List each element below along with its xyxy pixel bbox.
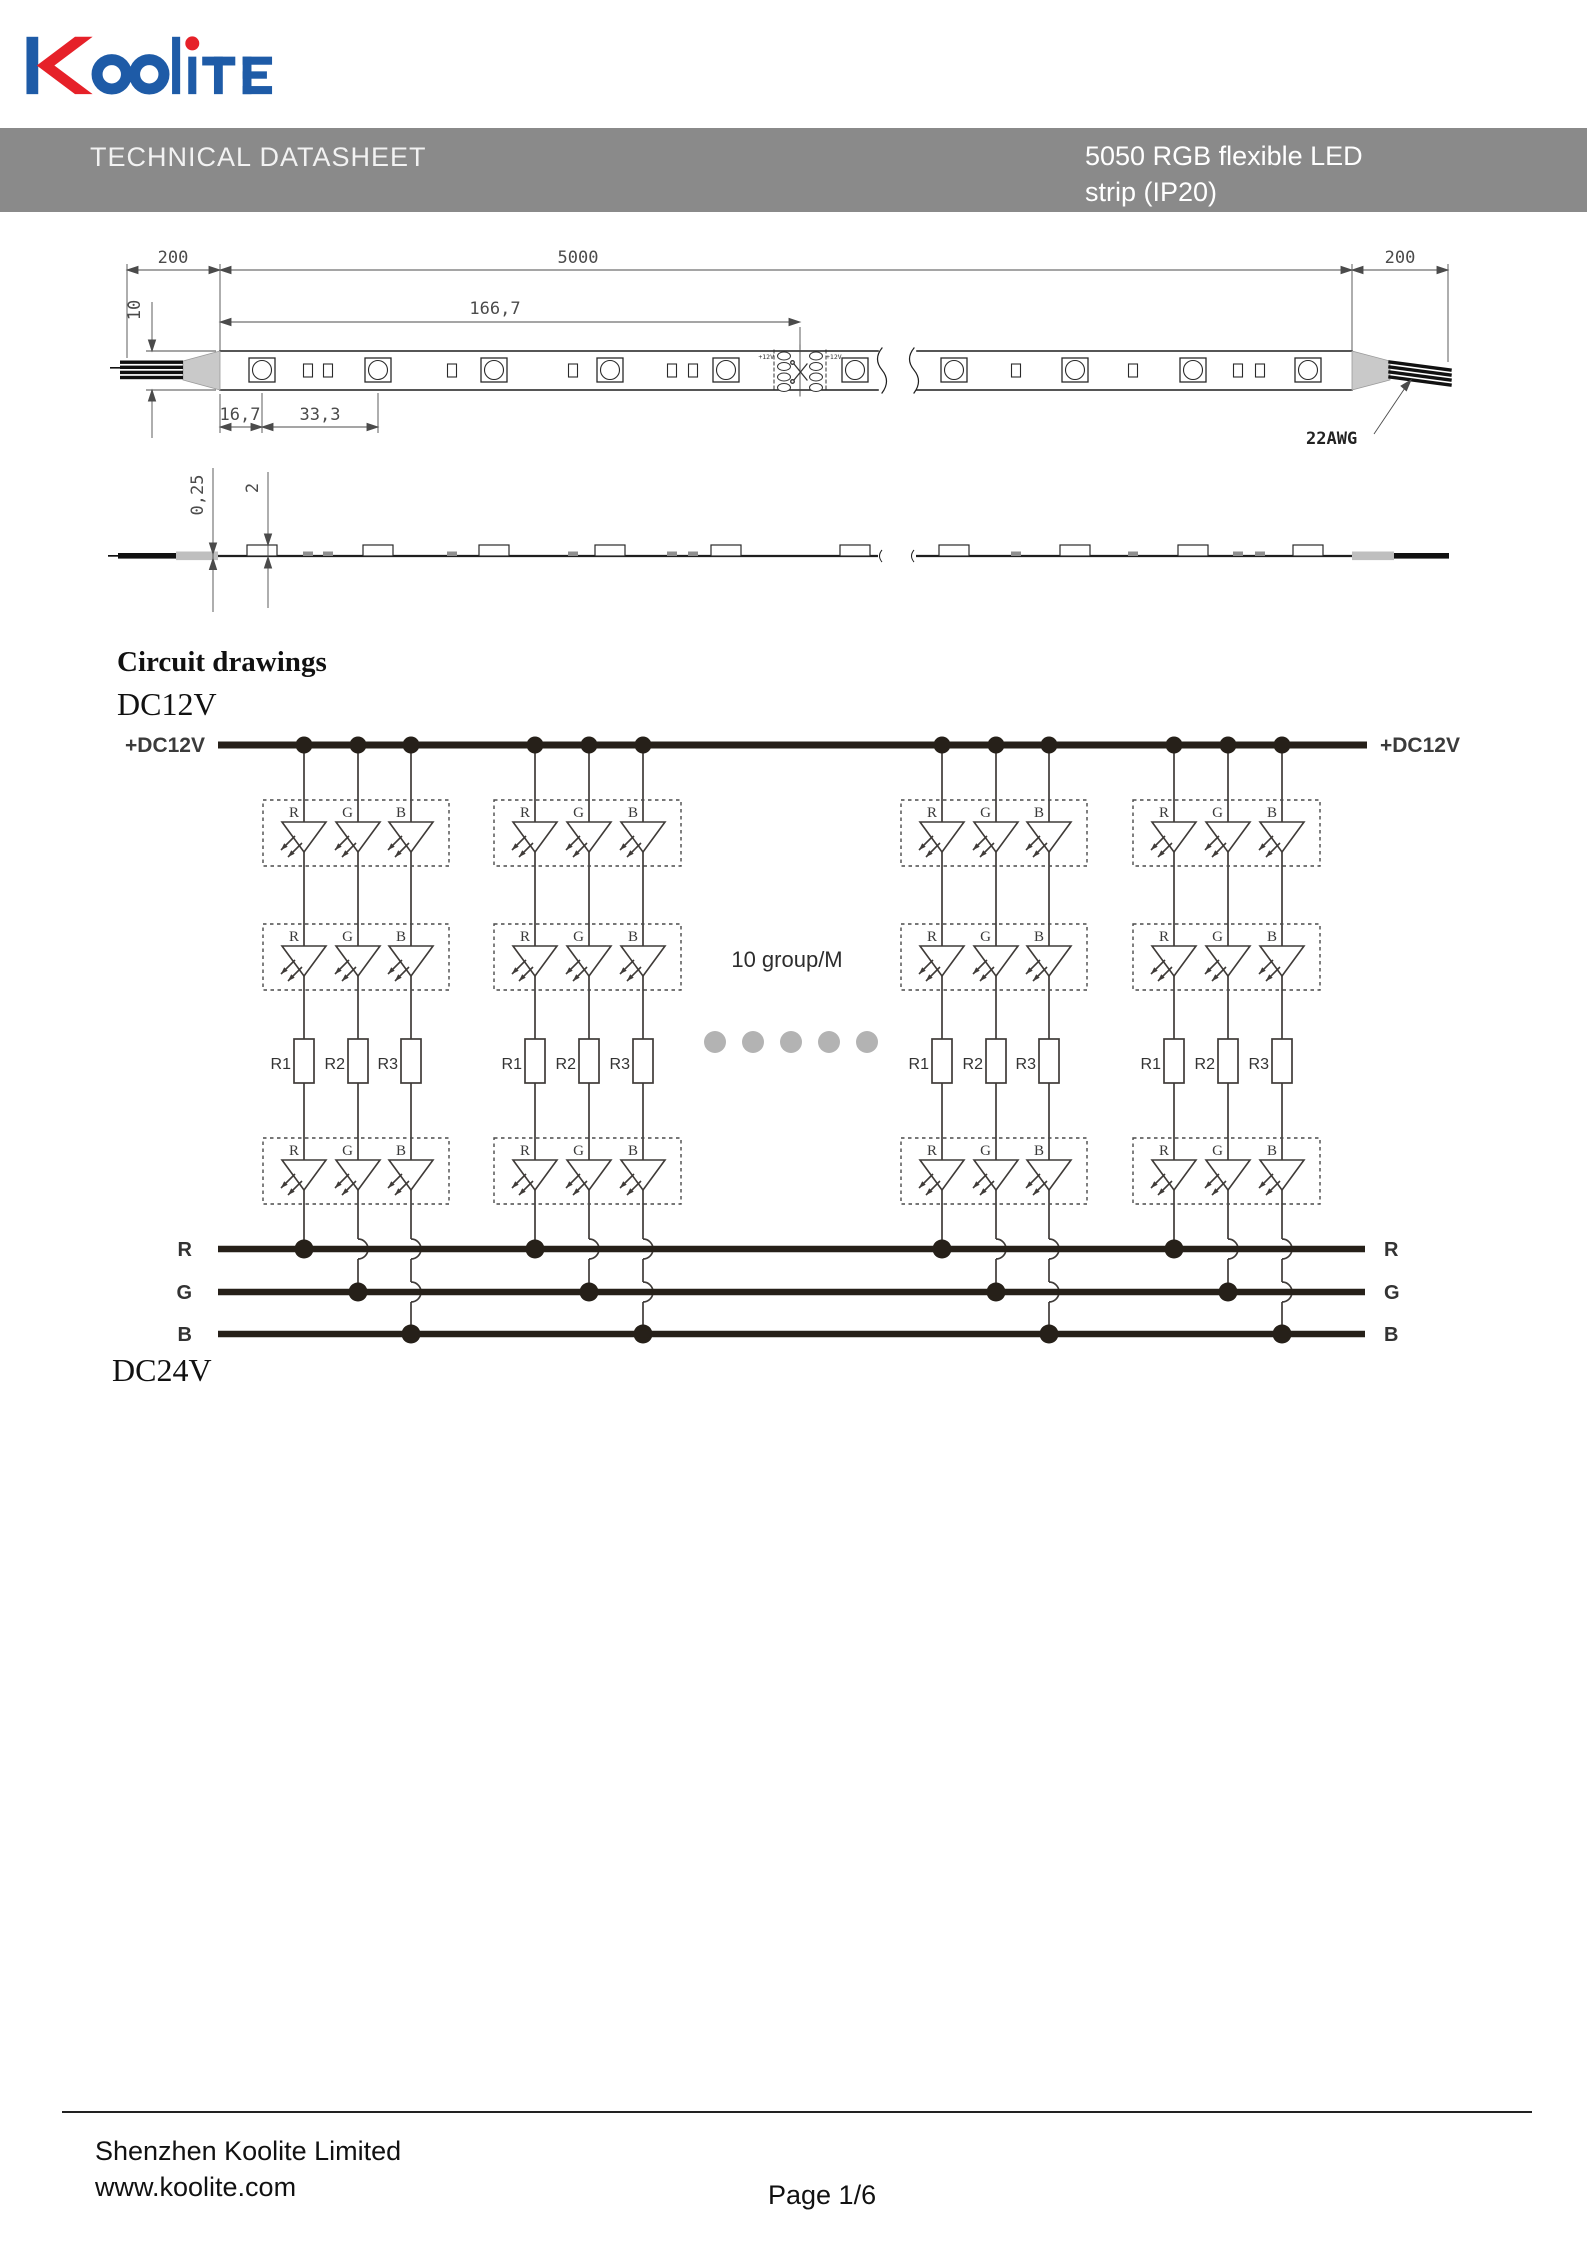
led-channel-label: B	[1266, 929, 1277, 945]
document-title: TECHNICAL DATASHEET	[90, 142, 427, 172]
side-led-bump	[840, 545, 870, 556]
product-title-line1: 5050 RGB flexible LED	[1085, 141, 1363, 171]
led-symbol	[621, 946, 665, 976]
ellipsis-dot	[704, 1031, 726, 1053]
scissors-icon	[791, 361, 807, 384]
dim-led-height: 2	[243, 482, 263, 494]
dim-led-pitch: 33,3	[299, 405, 341, 425]
resistor-label: R1	[270, 1056, 291, 1073]
break-mark-left	[878, 348, 887, 393]
led-symbol	[920, 1160, 964, 1190]
footer-page-indicator: Page 1/6	[768, 2180, 877, 2210]
resistor-symbol	[525, 1039, 545, 1083]
side-resistor-bump	[1255, 552, 1265, 557]
resistor-symbol	[633, 1039, 653, 1083]
resistor-symbol	[932, 1039, 952, 1083]
solder-pad	[810, 373, 823, 381]
led-channel-label: R	[288, 805, 299, 821]
led-symbol	[1206, 946, 1250, 976]
resistor-label: R1	[908, 1056, 929, 1073]
dim-strip-width: 10	[125, 299, 145, 321]
smd-resistor	[324, 364, 333, 377]
led-channel-label: G	[980, 1143, 991, 1159]
led-channel-label: B	[1266, 1143, 1277, 1159]
led-channel-label: R	[926, 805, 937, 821]
led-symbol	[974, 1160, 1018, 1190]
right-end-cap	[1352, 351, 1390, 390]
solder-pad	[810, 363, 823, 371]
led-symbol	[1260, 822, 1304, 852]
smd-resistor	[1234, 364, 1243, 377]
resistor-label: R3	[609, 1056, 630, 1073]
smd-resistor	[1256, 364, 1265, 377]
dim-pcb-thickness: 0,25	[188, 474, 208, 516]
smd-resistor	[668, 364, 677, 377]
resistor-label: R3	[377, 1056, 398, 1073]
resistor-label: R1	[501, 1056, 522, 1073]
led-symbol	[567, 946, 611, 976]
solder-pad	[778, 363, 791, 371]
smd-resistor	[689, 364, 698, 377]
resistor-label: R1	[1140, 1056, 1161, 1073]
led-symbol	[336, 822, 380, 852]
side-led-bump	[939, 545, 969, 556]
led-symbol	[1027, 1160, 1071, 1190]
left-lead-wires	[110, 361, 183, 380]
led-channel-label: G	[980, 929, 991, 945]
led-symbol	[513, 946, 557, 976]
led-channel-label: R	[519, 1143, 530, 1159]
dim-wire-left: 200	[157, 248, 189, 268]
led-symbol	[1206, 1160, 1250, 1190]
led-symbol	[389, 822, 433, 852]
dim-wire-right: 200	[1384, 248, 1416, 268]
side-resistor-bump	[688, 552, 698, 557]
solder-pad	[778, 373, 791, 381]
side-led-bump	[1293, 545, 1323, 556]
side-resistor-bump	[1128, 552, 1138, 557]
dim-strip-length: 5000	[557, 248, 599, 268]
led-channel-label: R	[926, 929, 937, 945]
led-channel-label: R	[1158, 1143, 1169, 1159]
led-channel-label: B	[395, 1143, 406, 1159]
side-resistor-bump	[1233, 552, 1243, 557]
side-resistor-bump	[667, 552, 677, 557]
led-symbol	[1260, 1160, 1304, 1190]
output-bus-label-right: B	[1384, 1324, 1399, 1346]
solder-pad	[778, 384, 791, 392]
left-end-cap	[183, 351, 220, 390]
led-channel-label: R	[926, 1143, 937, 1159]
side-left-sleeve	[176, 552, 218, 561]
resistor-symbol	[1164, 1039, 1184, 1083]
led-channel-label: B	[395, 929, 406, 945]
solder-pad	[810, 352, 823, 360]
resistor-symbol	[1039, 1039, 1059, 1083]
led-symbol	[1152, 822, 1196, 852]
resistor-label: R2	[1194, 1056, 1215, 1073]
led-symbol	[974, 946, 1018, 976]
footer-company: Shenzhen Koolite Limited	[95, 2136, 402, 2166]
wire-gauge-label: 22AWG	[1306, 429, 1358, 449]
dc12v-circuit-diagram	[125, 734, 1460, 1346]
output-bus-label-right: R	[1384, 1239, 1399, 1261]
circuit-drawings-heading: Circuit drawings	[117, 646, 327, 678]
resistor-symbol	[986, 1039, 1006, 1083]
resistor-symbol	[348, 1039, 368, 1083]
led-channel-label: B	[627, 1143, 638, 1159]
side-led-bump	[711, 545, 741, 556]
led-symbol	[1027, 946, 1071, 976]
side-right-wire	[1394, 553, 1449, 559]
smd-resistor	[448, 364, 457, 377]
side-resistor-bump	[447, 552, 457, 557]
smd-resistor	[1012, 364, 1021, 377]
resistor-label: R3	[1015, 1056, 1036, 1073]
strip-plan-view	[110, 345, 1450, 396]
led-symbol	[1027, 822, 1071, 852]
led-channel-label: B	[395, 805, 406, 821]
output-bus-label-right: G	[1384, 1282, 1400, 1304]
led-channel-label: R	[1158, 929, 1169, 945]
led-channel-label: G	[342, 929, 353, 945]
resistor-symbol	[579, 1039, 599, 1083]
smd-resistor	[1129, 364, 1138, 377]
led-symbol	[336, 946, 380, 976]
led-symbol	[513, 822, 557, 852]
led-channel-label: R	[519, 805, 530, 821]
ellipsis-dot	[780, 1031, 802, 1053]
bus-label-left: +DC12V	[125, 734, 205, 757]
smd-resistor	[304, 364, 313, 377]
dc24v-section-label: DC24V	[112, 1352, 212, 1388]
pad-label-right: +12V	[826, 353, 842, 361]
resistor-label: R2	[962, 1056, 983, 1073]
side-resistor-bump	[568, 552, 578, 557]
led-channel-label: G	[1212, 929, 1223, 945]
side-led-bump	[479, 545, 509, 556]
led-symbol	[567, 822, 611, 852]
led-symbol	[1206, 822, 1250, 852]
led-channel-label: G	[573, 1143, 584, 1159]
group-note: 10 group/M	[731, 947, 843, 972]
led-channel-label: B	[1266, 805, 1277, 821]
led-channel-label: G	[342, 1143, 353, 1159]
side-led-bump	[247, 545, 277, 556]
led-channel-label: G	[573, 805, 584, 821]
resistor-label: R2	[555, 1056, 576, 1073]
plan-dimension-texts	[125, 248, 1415, 449]
resistor-symbol	[1272, 1039, 1292, 1083]
ellipsis-dot	[818, 1031, 840, 1053]
side-resistor-bump	[1011, 552, 1021, 557]
led-channel-label: B	[1033, 1143, 1044, 1159]
led-symbol	[621, 822, 665, 852]
led-channel-label: R	[288, 1143, 299, 1159]
solder-pad	[778, 352, 791, 360]
resistor-symbol	[401, 1039, 421, 1083]
led-channel-label: B	[1033, 929, 1044, 945]
resistor-symbol	[1218, 1039, 1238, 1083]
smd-resistor	[569, 364, 578, 377]
ellipsis-dot	[742, 1031, 764, 1053]
side-led-bump	[1060, 545, 1090, 556]
cut-point	[758, 345, 841, 396]
led-symbol	[513, 1160, 557, 1190]
dc12v-section-label: DC12V	[117, 686, 217, 722]
led-channel-label: R	[1158, 805, 1169, 821]
led-channel-label: B	[627, 929, 638, 945]
led-channel-label: G	[573, 929, 584, 945]
side-led-bump	[1178, 545, 1208, 556]
led-symbol	[974, 822, 1018, 852]
pad-label-left: +12V	[758, 353, 774, 361]
led-symbol	[389, 1160, 433, 1190]
footer-website: www.koolite.com	[95, 2172, 297, 2202]
output-bus-label-left: R	[177, 1239, 192, 1261]
led-symbol	[282, 1160, 326, 1190]
led-symbol	[336, 1160, 380, 1190]
led-symbol	[1152, 946, 1196, 976]
ellipsis-dot	[856, 1031, 878, 1053]
output-bus-label-left: B	[177, 1324, 192, 1346]
led-channel-label: R	[519, 929, 530, 945]
led-symbol	[567, 1160, 611, 1190]
resistor-symbol	[294, 1039, 314, 1083]
led-symbol	[621, 1160, 665, 1190]
strip-side-view	[108, 545, 1449, 562]
led-symbol	[1152, 1160, 1196, 1190]
led-symbol	[282, 946, 326, 976]
led-symbol	[920, 822, 964, 852]
dim-first-led: 16,7	[219, 405, 261, 425]
break-mark-right	[910, 348, 919, 393]
side-resistor-bump	[323, 552, 333, 557]
side-dimension-texts	[188, 475, 263, 516]
led-symbol	[920, 946, 964, 976]
bus-label-right: +DC12V	[1380, 734, 1460, 757]
led-channel-label: R	[288, 929, 299, 945]
side-led-bump	[595, 545, 625, 556]
side-led-bump	[363, 545, 393, 556]
led-symbol	[389, 946, 433, 976]
led-channel-label: G	[980, 805, 991, 821]
led-symbol	[1260, 946, 1304, 976]
side-right-sleeve	[1352, 552, 1394, 561]
resistor-label: R2	[324, 1056, 345, 1073]
output-bus-label-left: G	[176, 1282, 192, 1304]
led-channel-label: G	[342, 805, 353, 821]
led-channel-label: G	[1212, 1143, 1223, 1159]
led-symbol	[282, 822, 326, 852]
solder-pad	[810, 384, 823, 392]
led-channel-label: G	[1212, 805, 1223, 821]
led-channel-label: B	[1033, 805, 1044, 821]
side-resistor-bump	[303, 552, 313, 557]
dim-group-length: 166,7	[469, 299, 521, 319]
resistor-label: R3	[1248, 1056, 1269, 1073]
led-channel-label: B	[627, 805, 638, 821]
right-lead-wires	[1390, 362, 1450, 385]
product-title-line2: strip (IP20)	[1085, 177, 1218, 207]
side-left-wire	[118, 553, 176, 559]
